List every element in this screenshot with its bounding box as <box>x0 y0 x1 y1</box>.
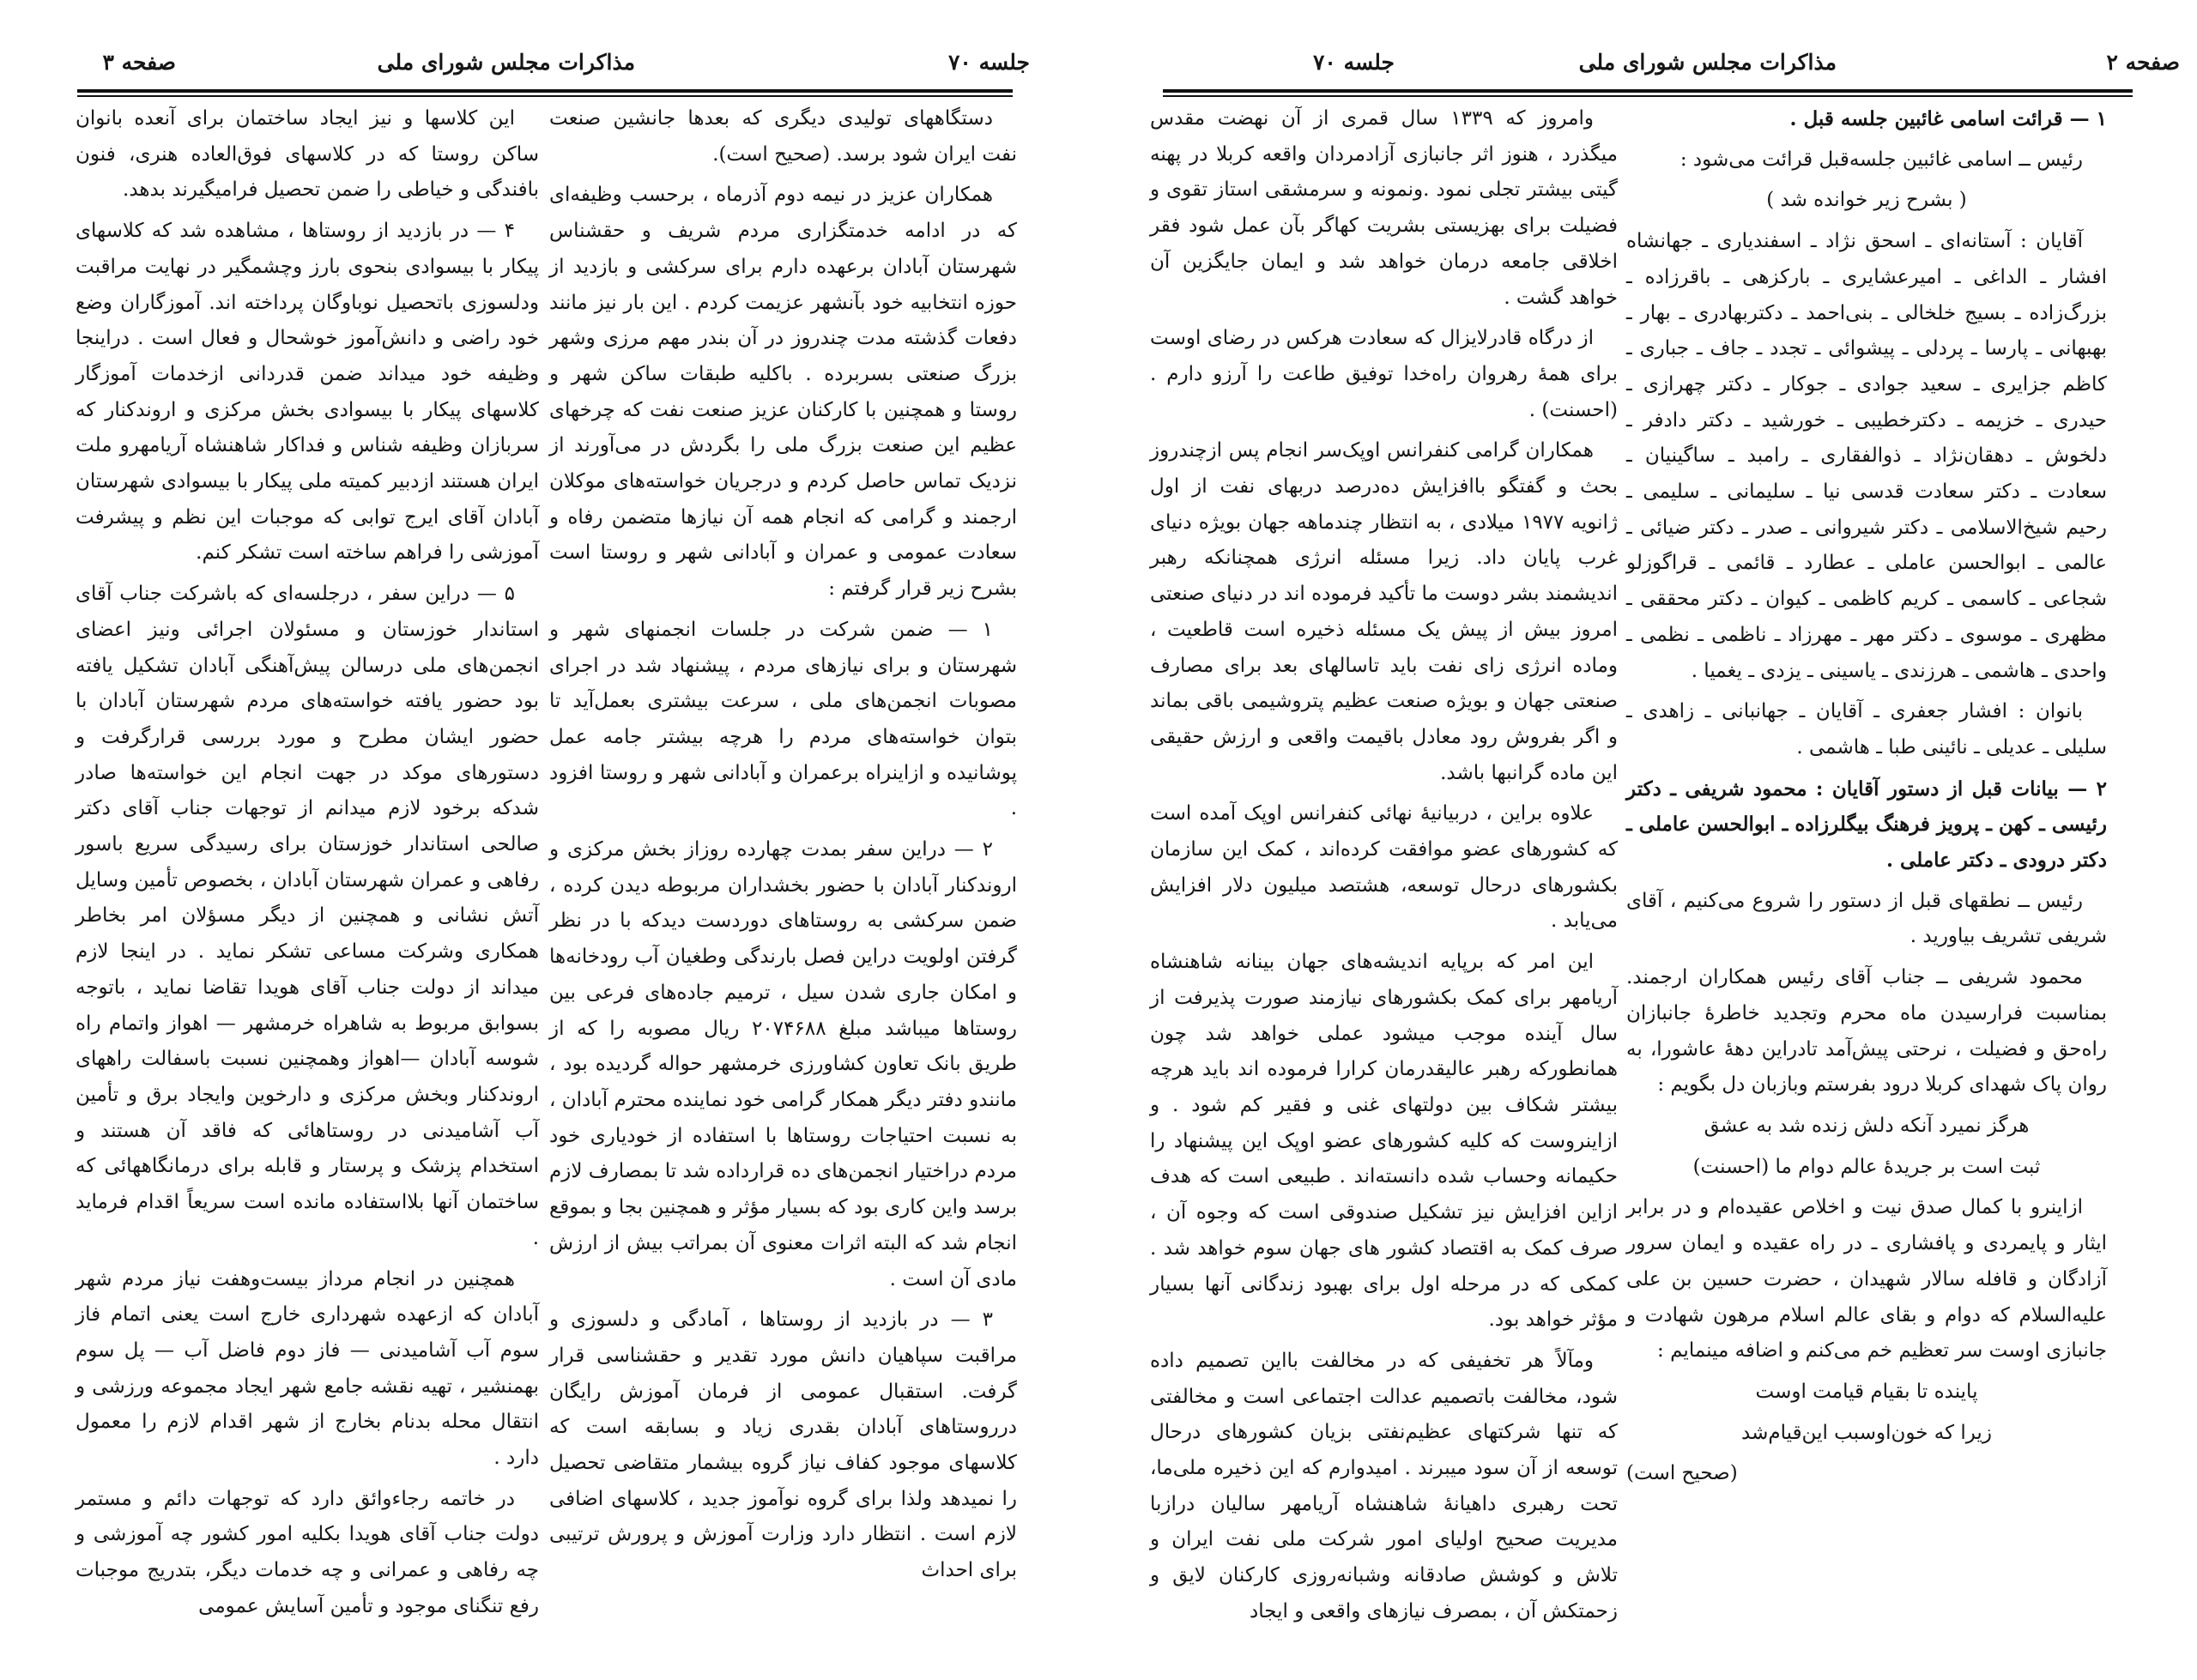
header-rule <box>77 89 1013 93</box>
paragraph: از درگاه قادرلایزال که سعادت هرکس در رضای اوست برای همهٔ رهروان راه‌خدا توفیق طاعت را آرزو دارم .(احسنت) . <box>1150 327 1618 421</box>
page-number: صفحه ۲ <box>2106 50 2180 75</box>
session-number: جلسه ۷۰ <box>948 50 1030 75</box>
publication-title: مذاکرات مجلس شورای ملی <box>1578 50 1837 75</box>
text-column-left <box>76 101 539 1617</box>
paragraph: ثبت است بر جریدهٔ عالم دوام ما (احسنت) <box>1692 1155 2041 1178</box>
right-page <box>1116 0 2197 1680</box>
paragraph: آقایان : آستانه‌ای ـ اسحق نژاد ـ اسفندیاری ـ جهانشاه افشار ـ الداغی ـ امیرعشایری ـ بارکزهی ـ باقرزاده ـ بزرگ‌زاده ـ بسیج خلخالی ـ بنی‌احمد ـ دکتربهادری ـ بهار ـ بهبهانی ـ پارسا ـ پردلی ـ پیشوائی ـ تجدد ـ جاف ـ جباری ـ کاظم جزایری ـ سعید جوادی ـ جوکار ـ دکتر چهرازی ـ حیدری ـ خزیمه ـ دکترخطیبی ـ خورشید ـ دکتر دادفر ـ دلخوش ـ دهقان‌نژاد ـ ذوالفقاری ـ رامبد ـ ساگینیان ـ سعادت ـ دکتر سعادت قدسی نیا ـ سلیمانی ـ سلیمی ـ رحیم شیخ‌الاسلامی ـ دکتر شیروانی ـ صدر ـ دکتر ضیائی ـ عالمی ـ ابوالحسن عاملی ـ عطارد ـ قائمی ـ قراگوزلو شجاعی ـ کاسمی ـ کریم کاظمی ـ کیوان ـ دکتر محققی ـ مظهری ـ موسوی ـ دکتر مهر ـ مهرزاد ـ ناظمی ـ نظمی ـ واحدی ـ هاشمی ـ هرزندی ـ یاسینی ـ یزدی ـ یغمیا . <box>1626 230 2107 682</box>
paragraph: علاوه براین ، دربیانیهٔ نهائی کنفرانس اوپک آمده است که کشورهای عضو موافقت کرده‌اند ، کمک این سازمان بکشورهای درحال توسعه، هشتصد میلیون دلار افزایش می‌یابد . <box>1150 802 1618 933</box>
paragraph: همچنین در انجام مرداز بیست‌وهفت نیاز مردم شهر آبادان که ازعهده شهرداری خارج است یعنی اتمام فاز سوم آب آشامیدنی — فاز دوم فاضل آب — پل سوم بهمنشیر ، تهیه نقشه جامع شهر ایجاد مجموعه ورزشی و انتقال محله بدنام بخارج از شهر اقدام لازم را معمول دارد . <box>76 1267 539 1470</box>
paragraph: ۴ — در بازدید از روستاها ، مشاهده شد که کلاسهای پیکار با بیسوادی بنحوی بارز وچشمگیر در نهایت مراقبت ودلسوزی باتحصیل نوباوگان پرداخته اند. آموزگاران وضع خود راضی و دانش‌آموز خوشحال و فعال است . دراینجا وظیفه خود میداند ضمن قدردانی ازخدمات آموزگار کلاسهای پیکار با بیسوادی بخش مرکزی و اروندکنار که سربازان وظیفه شناس و فداکار شاهنشاه آریامهرو ملت ایران هستند ازدبیر کمیته ملی پیکار با بیسوادی شهرستان آبادان آقای ایرج توابی که موجبات این نظم و پیشرفت آموزشی را فراهم ساخته است تشکر کنم. <box>76 220 539 565</box>
paragraph: ازاینرو با کمال صدق نیت و اخلاص عقیده‌ام و در برابر ایثار و پایمردی و پافشاری ـ در راه عقیده و ایمان سرور آزادگان و قافله سالار شهیدان ، حضرت حسین بن علی علیه‌السلام که دوام و بقای عالم اسلام مرهون شهادت و جانبازی اوست سر تعظیم خم می‌کنم و اضافه مینمایم : <box>1626 1196 2107 1363</box>
paragraph: این امر که برپایه اندیشه‌های جهان بینانه شاهنشاه آریامهر برای کمک بکشورهای نیازمند صورت پذیرفت از سال آینده موجب میشود عملی خواهد شد چون همانطورکه رهبر عالیقدرمان کرارا فرموده اند باید هرچه بیشتر شکاف بین دولتهای غنی و فقیر کم شود . و ازاینروست که کلیه کشورهای عضو اوپک این پیشنهاد را حکیمانه وحساب شده دانسته‌اند . طبیعی است که هدف ازاین افزایش نیز تشکیل صندوقی است که وجوه آن ، صرف کمک به اقتصاد کشور های جهان سوم خواهد شد . کمکی که در مرحله اول برای بهبود زندگانی آنها بسیار مؤثر خواهد بود. <box>1150 951 1618 1332</box>
paragraph: دستگاههای تولیدی دیگری که بعدها جانشین صنعت نفت ایران شود برسد. (صحیح است). <box>549 107 1017 166</box>
paragraph: هرگز نمیرد آنکه دلش زنده شد به عشق <box>1704 1114 2030 1137</box>
header-rule-thin <box>77 95 1013 97</box>
left-page <box>0 0 1081 1680</box>
paragraph: ( بشرح زیر خوانده شد ) <box>1766 189 1967 212</box>
section-heading: ۱ — قرائت اسامی غائبین جلسه قبل . <box>1789 107 2107 130</box>
paragraph: رئیس ــ اسامی غائبین جلسه‌قبل قرائت می‌شود : <box>1680 148 2083 171</box>
section-heading: ۲ — بیانات قبل از دستور آقایان : محمود شریفی ـ دکتر رئیسی ـ کهن ـ پرویز فرهنگ بیگلرزاده ـ ابوالحسن عاملی ـ دکتر درودی ـ دکتر عاملی . <box>1626 777 2107 873</box>
paragraph: پاینده تا بقیام قیامت اوست <box>1755 1380 1978 1403</box>
page-number: صفحه ۳ <box>102 50 176 75</box>
paragraph: این کلاسها و نیز ایجاد ساختمان برای آنعده بانوان ساکن روستا که در کلاسهای فوق‌العاده هنری، فنون بافندگی و خیاطی را ضمن تحصیل فرامیگیرند بدهد. <box>76 107 539 202</box>
paragraph: ۳ — در بازدید از روستاها ، آمادگی و دلسوزی و مراقبت سپاهیان دانش مورد تقدیر و حقشناسی قرار گرفت. استقبال عمومی از فرمان آموزش رایگان درروستاهای آبادان بقدری زیاد و بسابقه است که کلاسهای موجود کفاف نیاز گروه بیشمار متقاضی تحصیل را نمیدهد ولذا برای گروه نوآموز جدید ، کلاسهای اضافی لازم است . انتظار دارد وزارت آموزش و پرورش ترتیبی برای احداث <box>549 1308 1017 1582</box>
paragraph: در خاتمه رجاءوائق دارد که توجهات دائم و مستمر دولت جناب آقای هویدا بکلیه امور کشور چه آموزشی و چه رفاهی و عمرانی و چه خدمات دیگر، بتدریج موجبات رفع تنگنای موجود و تأمین آسایش عمومی <box>76 1487 539 1617</box>
header-rule-thin <box>1163 95 2133 97</box>
text-column-right <box>549 101 1017 1594</box>
paragraph: همکاران عزیز در نیمه دوم آذرماه ، برحسب وظیفه‌ای که در ادامه خدمتگزاری مردم شریف و حقشناس شهرستان آبادان برعهده دارم برای سرکشی و بازدید از حوزه انتخابیه خود بآنشهر عزیمت کردم . این بار نیز مانند دفعات گذشته مدت چندروز در آن بندر مهم مرزی وشهر بزرگ صنعتی بسربرده . باکلیه طبقات ساکن شهر و روستا و همچنین با کارکنان عزیز صنعت نفت که چرخهای عظیم این صنعت بزرگ ملی را بگردش در می‌آورند از نزدیک تماس حاصل کردم و درجریان خواسته‌های موکلان ارجمند و گرامی که انجام همه آن نیازها متضمن رفاه و سعادت عمومی و عمران و آبادانی شهر و روستا است بشرح زیر قرار گرفتم : <box>549 184 1017 601</box>
paragraph: همکاران گرامی کنفرانس اوپک‌سر انجام پس ازچندروز بحث و گفتگو باافزایش ده‌درصد دربهای نفت از اول ژانویه ۱۹۷۷ میلادی ، به انتظار چندماهه جهان بویژه دنیای غرب پایان داد. زیرا مسئله انرژی همچنانکه رهبر اندیشمند بشر دوست ما تأکید فرموده اند در دنیای صنعتی امروز بیش از پیش یک مسئله ذخیره است قاطعیت ، وماده انرژی زای نفت باید تاسالهای بعد برای مصارف صنعتی جهان و بویژه صنعت عظیم پتروشیمی باقی بماند و اگر بفروش رود معادل باقیمت واقعی و ارزش حقیقی این ماده گرانبها باشد. <box>1150 439 1619 784</box>
publication-title: مذاکرات مجلس شورای ملی <box>377 50 635 75</box>
right-page-header <box>1116 50 2197 84</box>
paragraph: محمود شریفی ــ جناب آقای رئیس همکاران ارجمند. بمناسبت فرارسیدن ماه محرم وتجدید خاطرهٔ جانبازان راه‌حق و فضیلت ، نرحتی پیش‌آمد تادراین دههٔ عاشورا، به روان پاک شهدای کربلا درود بفرستم وبازبان دل بگویم : <box>1626 966 2107 1097</box>
paragraph: وامروز که ۱۳۳۹ سال قمری از آن نهضت مقدس میگذرد ، هنوز اثر جانبازی آزادمردان واقعه کربلا در پهنه گیتی بیشتر تجلی نمود .ونمونه و سرمشقی استاز تقوی و فضیلت برای بهزیستی بشریت کهاگر بآن عمل شود فقر اخلاقی جامعه درمان خواهد شد و ایمان جایگزین آن خواهد گشت . <box>1150 107 1618 309</box>
paragraph: رئیس ــ نطقهای قبل از دستور را شروع می‌کنیم ، آقای شریفی تشریف بیاورید . <box>1626 889 2107 948</box>
paragraph: ۵ — دراین سفر ، درجلسه‌ای که باشرکت جناب آقای استاندار خوزستان و مسئولان اجرائی ونیز اعضای انجمن‌های ملی درسالن پیش‌آهنگی آبادان تشکیل یافته بود حضور یافته خواسته‌های مردم شهرستان آبادان با حضور ایشان مطرح و مورد بررسی قرارگرفت و دستورهای موکد در جهت انجام این خواسته‌ها صادر شدکه برخود لازم میدانم از توجهات جناب آقای دکتر صالحی استاندار خوزستان برای رسیدگی سریع باسور رفاهی و عمران شهرستان آبادان ، بخصوص تأمین وسایل آتش نشانی و همچنین از دیگر مسؤلان امر بخاطر همکاری وشرکت مساعی تشکر نماید . در اینجا لازم میداند از دولت جناب آقای هویدا تقاضا نماید ، باتوجه بسوابق مربوط به شاهراه خرمشهر — اهواز واتمام راه شوسه آبادان —اهواز وهمچنین نسبت باسفالت راههای اروندکنار وبخش مرکزی و دارخوین وایجاد برق و تأمین آب آشامیدنی در روستاهائی که فاقد آن هستند و استخدام پزشک و پرستار و قابله برای درمانگاههائی که ساختمان آنها بلااستفاده مانده است سریعاً اقدام فرماید . <box>76 583 539 1249</box>
paragraph: بانوان : افشار جعفری ـ آقایان ـ جهانبانی ـ زاهدی ـ سلیلی ـ عدیلی ـ نائینی طبا ـ هاشمی . <box>1626 700 2107 758</box>
text-column-right <box>1626 101 2107 1594</box>
paragraph: ومآلاً هر تخفیفی که در مخالفت بااین تصمیم داده شود، مخالفت باتصمیم عدالت اجتماعی است و مخالفتی که تنها شرکتهای عظیم‌نفتی بزیان کشورهای درحال توسعه از آن سود میبرند . امیدوارم که این ذخیره ملی‌ما، تحت رهبری داهیانهٔ شاهنشاه آریامهر سالیان درازبا مدیریت صحیح اولیای امور شرکت ملی نفت ایران و تلاش و کوشش صادقانه وشبانه‌روزی کارکنان لایق و زحمتکش آن ، بمصرف نیازهای واقعی و ایجاد <box>1150 1349 1618 1623</box>
paragraph: ۲ — دراین سفر بمدت چهارده روزاز بخش مرکزی و اروندکنار آبادان با حضور بخشداران مربوطه دیدن کرده ، ضمن سرکشی به روستاهای دوردست دیدکه با در نظر گرفتن اولویت دراین فصل بارندگی وطغیان آب رودخانه‌ها و امکان جاری شدن سیل ، ترمیم جاده‌های فرعی بین روستاها میباشد مبلغ ۲۰۷۴۶۸۸ ریال مصوبه را که از طریق بانک تعاون کشاورزی خرمشهر حواله گردیده بود ، مانندو دفتر دیگر همکار گرامی خود نماینده محترم آبادان ، به نسبت احتیاجات روستاها با استفاده از خودیاری خود مردم دراختیار انجمن‌های ده قرارداده شد تا بمصارف لازم برسد واین کاری بود که بسیار مؤثر و همچنین بجا و بموقع انجام شد که البته اثرات معنوی آن بمراتب بیش از ارزش مادی آن است . <box>549 838 1018 1290</box>
text-column-left <box>1150 101 1619 1623</box>
paragraph: (صحیح است) <box>1626 1462 1738 1485</box>
session-number: جلسه ۷۰ <box>1313 50 1395 75</box>
header-rule <box>1163 89 2133 93</box>
paragraph: زیرا که خون‌اوسبب این‌قیام‌شد <box>1741 1421 1992 1444</box>
paragraph: ۱ — ضمن شرکت در جلسات انجمنهای شهر و شهرستان و برای نیازهای مردم ، پیشنهاد شد در اجرای مصوبات انجمن‌های ملی ، سرعت بیشتری بعمل‌آید تا بتوان خواسته‌های مردم را هرچه بیشتر جامه عمل پوشانیده و ازاینراه برعمران و آبادانی شهر و روستا افزود . <box>549 618 1017 820</box>
left-page-header <box>0 50 1081 84</box>
